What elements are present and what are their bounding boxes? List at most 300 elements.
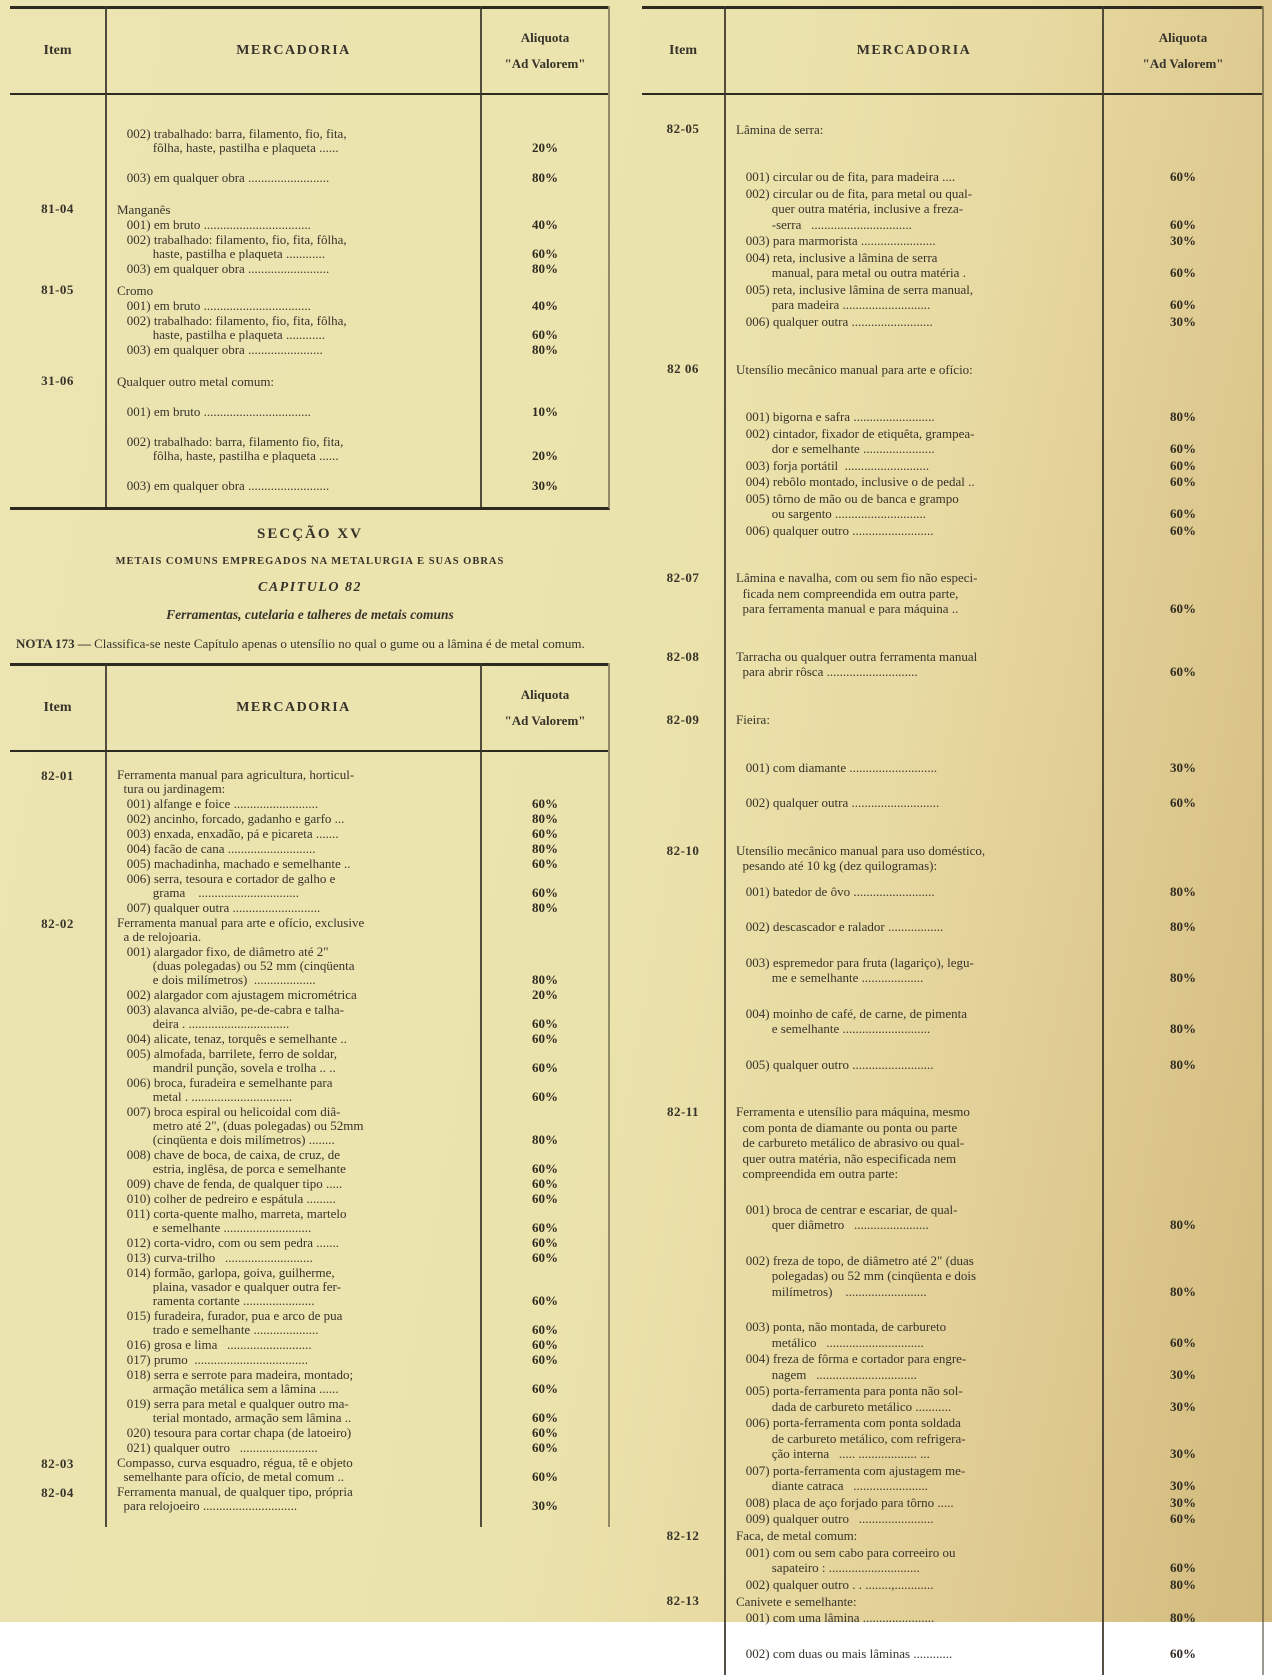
item-description (105, 916, 482, 944)
description-line: ficada nem compreendida em outra parte, (736, 585, 959, 601)
table-row (10, 479, 608, 493)
item-code: 82-12 (666, 1527, 700, 1543)
table-row (10, 218, 608, 232)
description-line: com ponta de diamante ou ponta ou parte (736, 1119, 958, 1135)
column-header-aliquota (482, 682, 608, 734)
aliquota-value: 60% (532, 1176, 558, 1191)
description-line: 006) serra, tesoura e cortador de galho e (117, 871, 336, 886)
description-line: Cromo (117, 283, 154, 298)
table-row (10, 1485, 608, 1513)
table-row (642, 1593, 1262, 1609)
description-line: Faca, de metal comum: (736, 1528, 858, 1543)
item-description (105, 479, 482, 493)
description-line: Ferramenta manual para arte e ofício, exclusive (117, 915, 365, 930)
aliquota-value: 60% (1170, 601, 1196, 616)
item-code: 81-04 (41, 201, 74, 216)
description-line: me e semelhante ................... (736, 970, 924, 985)
table-row (642, 1202, 1262, 1233)
aliquota-value: 60% (1170, 297, 1196, 312)
description-line: grama ............................... (117, 885, 299, 900)
item-description (105, 1338, 482, 1352)
column-header-mercadoria: MERCADORIA (236, 700, 351, 715)
description-line: 001) com uma lâmina ...................... (736, 1610, 935, 1625)
item-description (724, 1253, 1104, 1300)
aliquota-value: 30% (1170, 1446, 1196, 1461)
item-description (105, 1177, 482, 1191)
aliquota-value: 80% (1170, 1021, 1196, 1036)
item-description (724, 955, 1104, 986)
chapter-title: CAPITULO 82 (258, 580, 362, 595)
aliquota-value: 30% (1170, 1366, 1196, 1382)
chapter-subtitle: Ferramentas, cutelaria e talheres de metais comuns (166, 607, 454, 622)
item-description (105, 1236, 482, 1250)
aliquota-value: 60% (1170, 1334, 1196, 1350)
table-row (642, 1104, 1262, 1182)
item-description (105, 1397, 482, 1425)
item-description (724, 1511, 1104, 1527)
table-row (10, 901, 608, 915)
item-description (105, 435, 482, 463)
description-line: 014) formão, garlopa, goiva, guilherme, (117, 1265, 335, 1280)
item-description (105, 812, 482, 826)
aliquota-value: 60% (532, 1425, 558, 1440)
aliquota-value: 30% (1170, 1398, 1196, 1414)
description-line: para abrir rôsca ............................ (736, 664, 918, 679)
description-line: ramenta cortante ...................... (117, 1293, 315, 1308)
description-line: metal . ............................... (117, 1089, 293, 1104)
table-row (642, 1545, 1262, 1576)
item-description (724, 1646, 1104, 1662)
aliquota-value: 60% (1170, 1645, 1196, 1661)
aliquota-value: 60% (532, 327, 558, 342)
item-description (105, 1003, 482, 1031)
item-description (105, 842, 482, 856)
item-description (105, 1047, 482, 1075)
item-description (105, 343, 482, 357)
description-line: 006) broca, furadeira e semelhante para (117, 1075, 333, 1090)
description-line: 002) trabalhado: barra, filamento fio, fita, (117, 434, 344, 449)
description-line: 005) qualquer outro ......................... (736, 1056, 934, 1072)
table-row (10, 1047, 608, 1075)
table-row (642, 233, 1262, 249)
table-row (642, 1006, 1262, 1037)
description-line: 003) em qualquer obra ......................... (117, 478, 330, 493)
description-line: 002) qualquer outra ........................... (736, 795, 940, 810)
table-row (642, 1610, 1262, 1626)
item-code: 31-06 (41, 373, 74, 388)
description-line: 003) espremedor para fruta (lagariço), legu- (736, 954, 974, 970)
description-line: estria, inglêsa, de porca e semelhante (117, 1161, 346, 1176)
item-description (724, 523, 1104, 539)
aliquota-label-line1: Aliquota (520, 687, 570, 702)
description-line: 009) chave de fenda, de qualquer tipo ..... (117, 1176, 343, 1191)
item-code: 82-02 (41, 916, 74, 931)
table-row (10, 171, 608, 185)
column-header-mercadoria: MERCADORIA (236, 43, 351, 58)
table-row (10, 1441, 608, 1455)
aliquota-value: 20% (532, 448, 558, 463)
table-header (10, 663, 608, 752)
description-line: 002) descascador e ralador ................. (736, 919, 944, 934)
item-description (724, 884, 1104, 900)
aliquota-value: 60% (1170, 795, 1196, 810)
description-line: Utensílio mecânico manual para arte e ofício: (736, 361, 973, 377)
item-code: 81-05 (41, 282, 74, 297)
aliquota-value: 20% (532, 140, 558, 155)
aliquota-value: 30% (1170, 759, 1196, 775)
table-row (10, 916, 608, 944)
description-line: 003) forja portátil .......................... (736, 457, 930, 473)
item-description (724, 1104, 1104, 1182)
item-description (724, 1057, 1104, 1073)
description-line: 018) serra e serrote para madeira, montado; (117, 1367, 354, 1382)
item-description (105, 1076, 482, 1104)
table-row (642, 1646, 1262, 1662)
description-line: 002) ancinho, forcado, gadanho e garfo ... (117, 811, 345, 826)
table-row (642, 1253, 1262, 1300)
aliquota-value: 60% (1170, 169, 1196, 184)
table-row (10, 435, 608, 463)
item-description (105, 1353, 482, 1367)
aliquota-value: 40% (532, 217, 558, 232)
table-body (10, 95, 608, 507)
item-description (724, 1610, 1104, 1626)
item-description (724, 491, 1104, 522)
tariff-table-right (642, 6, 1264, 1675)
description-line: 008) chave de boca, de caixa, de cruz, de (117, 1147, 341, 1162)
description-line: semelhante para ofício, de metal comum .. (117, 1469, 345, 1484)
table-row (10, 1192, 608, 1206)
description-line: 002) circular ou de fita, para metal ou qual- (736, 185, 973, 201)
description-line: 004) freza de fôrma e cortador para engre- (736, 1351, 967, 1366)
table-row (642, 250, 1262, 281)
aliquota-value: 40% (532, 298, 558, 313)
description-line: -serra ............................... (736, 216, 912, 232)
table-row (642, 843, 1262, 874)
item-description (724, 282, 1104, 313)
table-row (642, 474, 1262, 490)
tariff-table-left-bottom (10, 663, 610, 1527)
aliquota-value: 30% (1170, 1478, 1196, 1493)
description-line: 011) corta-quente malho, marreta, martelo (117, 1206, 347, 1221)
table-row (10, 1368, 608, 1396)
description-line: 001) em bruto ................................. (117, 404, 311, 419)
aliquota-value: 80% (532, 1132, 558, 1147)
description-line: 003) em qualquer obra ......................... (117, 261, 330, 276)
aliquota-label-line2: "Ad Valorem" (504, 713, 586, 728)
table-row (10, 299, 608, 313)
description-line: dor e semelhante ...................... (736, 441, 935, 456)
table-row (10, 827, 608, 841)
table-header (642, 6, 1262, 95)
item-description (724, 570, 1104, 617)
item-description (724, 362, 1104, 378)
description-line: de carbureto metálico de abrasivo ou qual- (736, 1135, 965, 1150)
table-row (10, 872, 608, 900)
aliquota-value: 30% (1170, 233, 1196, 248)
description-line: milímetros) ......................... (736, 1283, 927, 1299)
aliquota-value: 60% (532, 1060, 558, 1075)
table-row (10, 127, 608, 155)
description-line: Manganês (117, 202, 171, 217)
note-label: NOTA 173 — (16, 636, 91, 651)
description-line: quer outra matéria, inclusive a freza- (736, 201, 964, 216)
aliquota-value: 60% (1170, 664, 1196, 679)
item-code: 82-10 (666, 842, 700, 858)
table-row (642, 919, 1262, 935)
item-description (724, 1319, 1104, 1350)
section-subtitle: METAIS COMUNS EMPREGADOS NA METALURGIA E SUAS OBRAS (115, 556, 505, 567)
description-line: 002) trabalhado: filamento, fio, fita, fôlha, (117, 313, 347, 328)
chapter-note (16, 636, 604, 651)
section-heading-block (10, 510, 610, 663)
table-row (10, 1177, 608, 1191)
table-body (10, 752, 608, 1527)
table-row (642, 169, 1262, 185)
aliquota-value: 60% (532, 1381, 558, 1396)
description-line: 001) em bruto ................................. (117, 217, 311, 232)
table-row (10, 1338, 608, 1352)
aliquota-value: 60% (532, 1220, 558, 1235)
description-line: dada de carbureto metálico ........... (736, 1398, 952, 1414)
description-line: (duas polegadas) ou 52 mm (cinqüenta (117, 958, 355, 973)
description-line: 002) cintador, fixador de etiquêta, grampea- (736, 425, 975, 441)
item-description (724, 1528, 1104, 1544)
table-row (10, 1456, 608, 1484)
description-line: 002) com duas ou mais lâminas ............ (736, 1645, 953, 1661)
description-line: 001) circular ou de fita, para madeira .... (736, 169, 956, 184)
item-description (105, 1309, 482, 1337)
table-row (10, 1309, 608, 1337)
table-row (642, 1057, 1262, 1073)
aliquota-value: 30% (1170, 313, 1196, 329)
item-code: 82-07 (666, 570, 700, 585)
table-row (642, 523, 1262, 539)
description-line: 001) com ou sem cabo para correeiro ou (736, 1544, 956, 1560)
aliquota-value: 60% (1170, 474, 1196, 489)
item-code: 82 06 (667, 361, 699, 376)
table-row (10, 1207, 608, 1235)
description-line: quer outra matéria, não especificada nem (736, 1150, 957, 1166)
table-header (10, 6, 608, 95)
table-row (642, 1415, 1262, 1462)
table-row (642, 282, 1262, 313)
table-row (10, 1251, 608, 1265)
item-description (105, 1192, 482, 1206)
table-row (642, 314, 1262, 330)
aliquota-value: 60% (532, 1440, 558, 1455)
item-description (724, 1202, 1104, 1233)
description-line: 005) almofada, barrilete, ferro de soldar, (117, 1046, 338, 1061)
aliquota-value: 60% (1170, 457, 1196, 473)
description-line: 007) broca espiral ou helicoidal com diâ- (117, 1104, 341, 1119)
description-line: 001) broca de centrar e escariar, de qual- (736, 1201, 958, 1217)
item-description (105, 827, 482, 841)
item-description (724, 1594, 1104, 1610)
table-row (642, 795, 1262, 811)
item-description (724, 122, 1104, 138)
item-description (724, 712, 1104, 728)
description-line: para ferramenta manual e para máquina .. (736, 601, 959, 616)
description-line: 007) porta-ferramenta com ajustagem me- (736, 1462, 966, 1478)
item-description (724, 1495, 1104, 1511)
description-line: 009) qualquer outro ....................... (736, 1511, 934, 1526)
table-row (10, 314, 608, 342)
description-line: 020) tesoura para cortar chapa (de latoeiro) (117, 1425, 352, 1440)
table-body (642, 95, 1262, 1675)
item-description (105, 872, 482, 900)
aliquota-value: 80% (1170, 409, 1196, 424)
description-line: haste, pastilha e plaqueta ............ (117, 327, 325, 342)
item-description (724, 474, 1104, 490)
item-description (724, 1415, 1104, 1462)
description-line: Ferramenta manual, de qualquer tipo, própria (117, 1484, 353, 1499)
item-code: 82-03 (41, 1456, 74, 1471)
description-line: 006) qualquer outro ......................... (736, 522, 934, 538)
description-line: deira . ............................... (117, 1016, 290, 1031)
description-line: nagem ............................... (736, 1366, 917, 1382)
description-line: 001) com diamante ........................... (736, 759, 938, 775)
description-line: Canivete e semelhante: (736, 1593, 857, 1609)
table-row (642, 426, 1262, 457)
description-line: 013) curva-trilho ........................... (117, 1250, 313, 1265)
description-line: sapateiro : ............................ (736, 1560, 920, 1575)
description-line: Fieira: (736, 712, 770, 727)
description-line: Lâmina e navalha, com ou sem fio não especi- (736, 570, 978, 585)
item-description (105, 1032, 482, 1046)
item-description (105, 1441, 482, 1455)
description-line: 001) alargador fixo, de diâmetro até 2" (117, 944, 329, 959)
table-row (642, 712, 1262, 728)
aliquota-value: 60% (1170, 522, 1196, 538)
description-line: manual, para metal ou outra matéria . (736, 265, 966, 280)
table-row (10, 1397, 608, 1425)
item-description (724, 250, 1104, 281)
aliquota-value: 80% (1170, 1283, 1196, 1299)
table-row (10, 945, 608, 987)
description-line: mandril punção, sovela e trolha .. .. (117, 1060, 336, 1075)
description-line: e semelhante ........................... (117, 1220, 312, 1235)
aliquota-value: 60% (1170, 506, 1196, 521)
item-description (105, 262, 482, 276)
description-line: 005) reta, inclusive lâmina de serra manual, (736, 281, 974, 297)
aliquota-value: 60% (532, 246, 558, 261)
description-line: pesando até 10 kg (dez quilogramas): (736, 858, 938, 873)
table-row (10, 1236, 608, 1250)
table-row (10, 343, 608, 357)
item-description (105, 797, 482, 811)
description-line: fôlha, haste, pastilha e plaqueta ...... (117, 448, 339, 463)
aliquota-value: 60% (532, 1293, 558, 1308)
description-line: 003) enxada, enxadão, pá e picareta ....... (117, 826, 339, 841)
aliquota-value: 20% (532, 987, 558, 1002)
aliquota-value: 30% (532, 1498, 558, 1513)
item-code: 82-09 (666, 711, 700, 727)
description-line: 004) moinho de café, de carne, de pimenta (736, 1005, 968, 1021)
table-row (642, 1577, 1262, 1593)
column-header-item: Item (43, 43, 72, 58)
description-line: 006) porta-ferramenta com ponta soldada (736, 1415, 961, 1430)
item-description (105, 1148, 482, 1176)
aliquota-label-line1: Aliquota (1158, 30, 1208, 45)
aliquota-label-line1: Aliquota (520, 30, 570, 45)
aliquota-value: 80% (532, 900, 558, 915)
description-line: 003) alavanca alvião, pe-de-cabra e talha- (117, 1002, 345, 1017)
item-description (105, 988, 482, 1002)
item-description (724, 233, 1104, 249)
column-header-mercadoria: MERCADORIA (856, 43, 972, 58)
table-row (10, 857, 608, 871)
table-row (642, 409, 1262, 425)
description-line: 003) ponta, não montada, de carbureto (736, 1319, 947, 1334)
table-row (642, 570, 1262, 617)
table-row (10, 282, 608, 298)
description-line: 007) qualquer outra ........................... (117, 900, 321, 915)
aliquota-value: 80% (532, 170, 558, 185)
table-row (10, 1003, 608, 1031)
description-line: quer diâmetro ....................... (736, 1217, 929, 1232)
description-line: 002) trabalhado: filamento, fio, fita, fôlha, (117, 232, 347, 247)
table-row (10, 768, 608, 796)
aliquota-value: 60% (1170, 1560, 1196, 1575)
item-description (724, 1463, 1104, 1494)
description-line: 008) placa de aço forjado para tôrno ..... (736, 1494, 954, 1510)
table-row (642, 1383, 1262, 1414)
item-description (105, 1266, 482, 1308)
table-row (10, 1105, 608, 1147)
description-line: Utensílio mecânico manual para uso doméstico, (736, 842, 986, 858)
description-line: Lâmina de serra: (736, 121, 824, 137)
item-description (724, 1383, 1104, 1414)
description-line: 001) bigorna e safra ......................... (736, 409, 935, 424)
item-description (105, 1368, 482, 1396)
item-description (724, 458, 1104, 474)
item-code: 82-08 (666, 648, 700, 664)
aliquota-value: 30% (532, 478, 558, 493)
aliquota-value: 10% (532, 404, 558, 419)
item-description (724, 919, 1104, 935)
aliquota-value: 60% (532, 1089, 558, 1104)
item-description (105, 218, 482, 232)
table-row (10, 797, 608, 811)
description-line: 001) batedor de ôvo ......................... (736, 883, 935, 899)
item-description (105, 299, 482, 313)
item-description (724, 1577, 1104, 1593)
item-description (724, 795, 1104, 811)
aliquota-value: 60% (1170, 441, 1196, 456)
item-description (724, 314, 1104, 330)
item-description (105, 171, 482, 185)
description-line: 002) alargador com ajustagem micrométrica (117, 987, 357, 1002)
description-line: metro até 2", (duas polegadas) ou 52mm (117, 1118, 364, 1133)
table-row (642, 491, 1262, 522)
column-header-aliquota (1104, 25, 1262, 77)
item-description (105, 1207, 482, 1235)
table-row (642, 1511, 1262, 1527)
aliquota-value: 80% (1170, 1217, 1196, 1232)
description-line: Ferramenta manual para agricultura, horticul- (117, 767, 355, 782)
table-row (10, 988, 608, 1002)
description-line: 004) alicate, tenaz, torquês e semelhante .. (117, 1031, 347, 1046)
item-description (105, 127, 482, 155)
table-row (10, 1032, 608, 1046)
description-line: compreendida em outra parte: (736, 1166, 899, 1181)
aliquota-value: 60% (532, 1337, 558, 1352)
description-line: e dois milímetros) ................... (117, 972, 316, 987)
table-row (642, 458, 1262, 474)
table-row (10, 373, 608, 389)
description-line: 001) alfange e foice .......................... (117, 796, 319, 811)
